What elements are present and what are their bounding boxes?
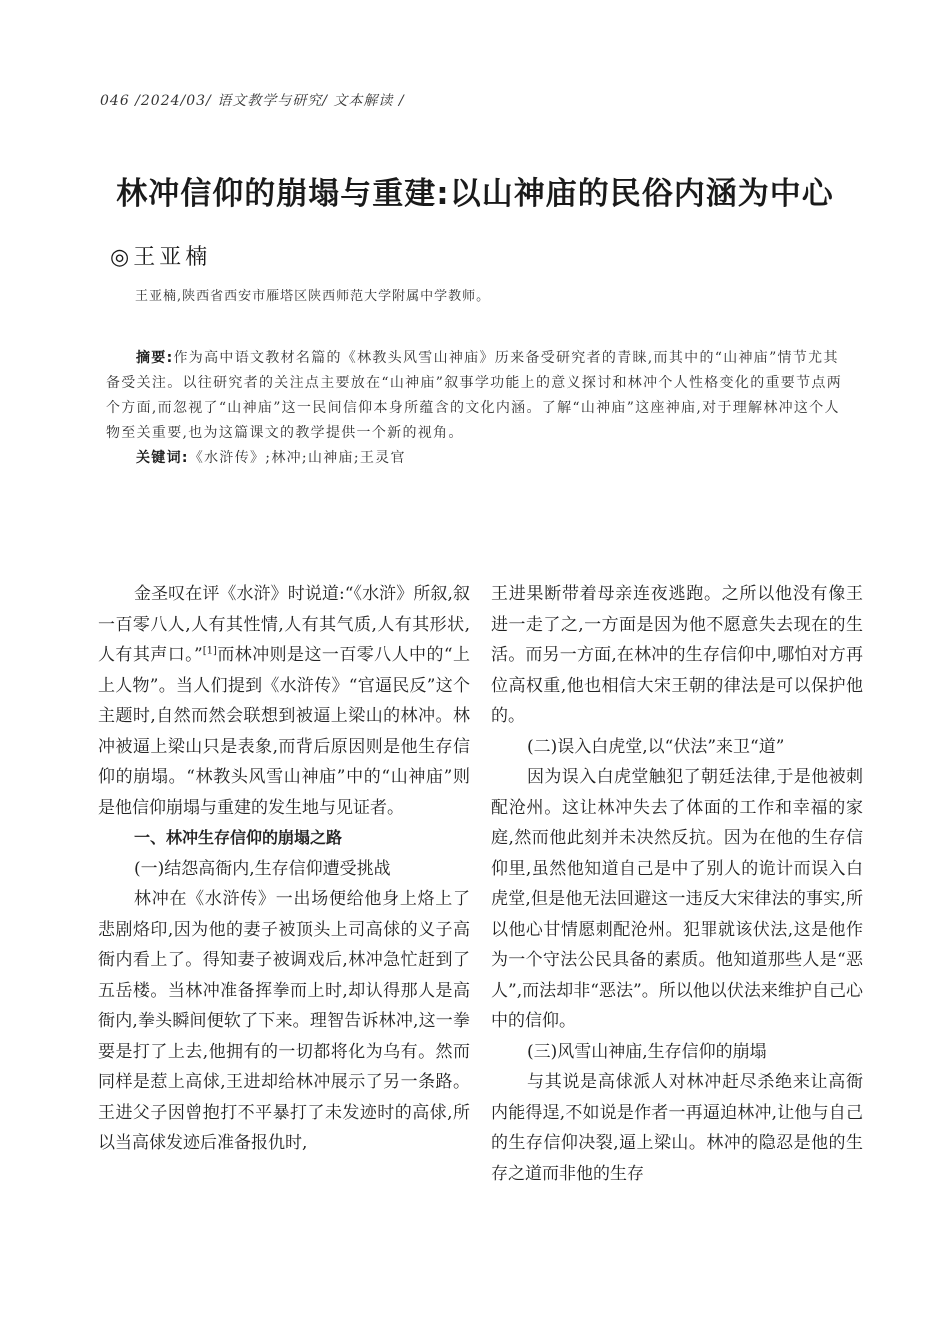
paragraph-text: 而林冲则是这一百零八人中的“上上人物”。当人们提到《水浒传》“官逼民反”这个主题时,自然而然会联想到被逼上梁山的林冲。林冲被逼上梁山只是表象,而背后原因则是他生存信仰的崩塌。“林教头风雪山神庙”中的“山神庙”则是他信仰崩塌与重建的发生地与见证者。 — [98, 645, 470, 818]
body-column-right — [491, 579, 863, 1189]
section-heading: 一、林冲生存信仰的崩塌之路 — [134, 828, 343, 847]
body-paragraph: 与其说是高俅派人对林冲赶尽杀绝来让高衙内能得逞,不如说是作者一再逼迫林冲,让他与自己的生存信仰决裂,逼上梁山。林冲的隐忍是他的生存之道而非他的生存 — [491, 1072, 863, 1184]
author-note: 王亚楠,陕西省西安市雁塔区陕西师范大学附属中学教师。 — [135, 289, 491, 304]
keywords-paragraph — [106, 446, 852, 471]
body-column-left — [98, 579, 470, 1159]
subsection-heading: (二)误入白虎堂,以“伏法”来卫“道” — [527, 736, 785, 757]
abstract-paragraph — [106, 346, 852, 446]
subsection-heading: (三)风雪山神庙,生存信仰的崩塌 — [527, 1041, 767, 1062]
author-name: ◎王亚楠 — [110, 245, 212, 270]
body-paragraph — [98, 579, 470, 823]
citation-ref: [1] — [202, 645, 217, 657]
body-paragraph: 因为误入白虎堂触犯了朝廷法律,于是他被刺配沧州。这让林冲失去了体面的工作和幸福的家庭,然而他此刻并未决然反抗。因为在他的生存信仰里,虽然他知道自己是中了别人的诡计而误入白虎堂,但是他无法回避这一违反大宋律法的事实,所以他心甘情愿刺配沧州。犯罪就该伏法,这是他作为一个守法公民具备的素质。他知道那些人是“恶人”,而法却非“恶法”。所以他以伏法来维护自己心中的信仰。 — [491, 767, 863, 1031]
subsection-heading: (一)结怨高衙内,生存信仰遭受挑战 — [134, 858, 391, 879]
body-paragraph: 王进果断带着母亲连夜逃跑。之所以他没有像王进一走了之,一方面是因为他不愿意失去现在的生活。而另一方面,在林冲的生存信仰中,哪怕对方再位高权重,他也相信大宋王朝的律法是可以保护他的。 — [491, 584, 863, 726]
abstract-block — [106, 346, 852, 471]
keywords-label: 关键词: — [136, 450, 189, 466]
keywords-text: 《水浒传》;林冲;山神庙;王灵官 — [188, 450, 406, 466]
article-title: 林冲信仰的崩塌与重建:以山神庙的民俗内涵为中心 — [116, 176, 834, 212]
abstract-text: 作为高中语文教材名篇的《林教头风雪山神庙》历来备受研究者的青睐,而其中的“山神庙”情节尤其备受关注。以往研究者的关注点主要放在“山神庙”叙事学功能上的意义探讨和林冲个人性格变化的重要节点两个方面,而忽视了“山神庙”这一民间信仰本身所蕴含的文化内涵。了解“山神庙”这座神庙,对于理解林冲这个人物至关重要,也为这篇课文的教学提供一个新的视角。 — [106, 350, 843, 441]
body-paragraph: 林冲在《水浒传》一出场便给他身上烙上了悲剧烙印,因为他的妻子被顶头上司高俅的义子高衙内看上了。得知妻子被调戏后,林冲急忙赶到了五岳楼。当林冲准备挥拳而上时,却认得那人是高衙内,拳头瞬间便软了下来。理智告诉林冲,这一拳要是打了上去,他拥有的一切都将化为乌有。然而同样是惹上高俅,王进却给林冲展示了另一条路。王进父子因曾抱打不平暴打了未发迹时的高俅,所以当高俅发迹后准备报仇时, — [98, 889, 470, 1153]
paragraph-text: 金圣叹在评《水浒》时说道:“《水浒》所叙,叙一百零八人,人有其性情,人有其气质,人有其形状,人有其声口。” — [98, 584, 470, 665]
running-head: 046 /2024/03/ 语文教学与研究/ 文本解读 / — [100, 93, 405, 109]
abstract-label: 摘要: — [136, 350, 174, 366]
